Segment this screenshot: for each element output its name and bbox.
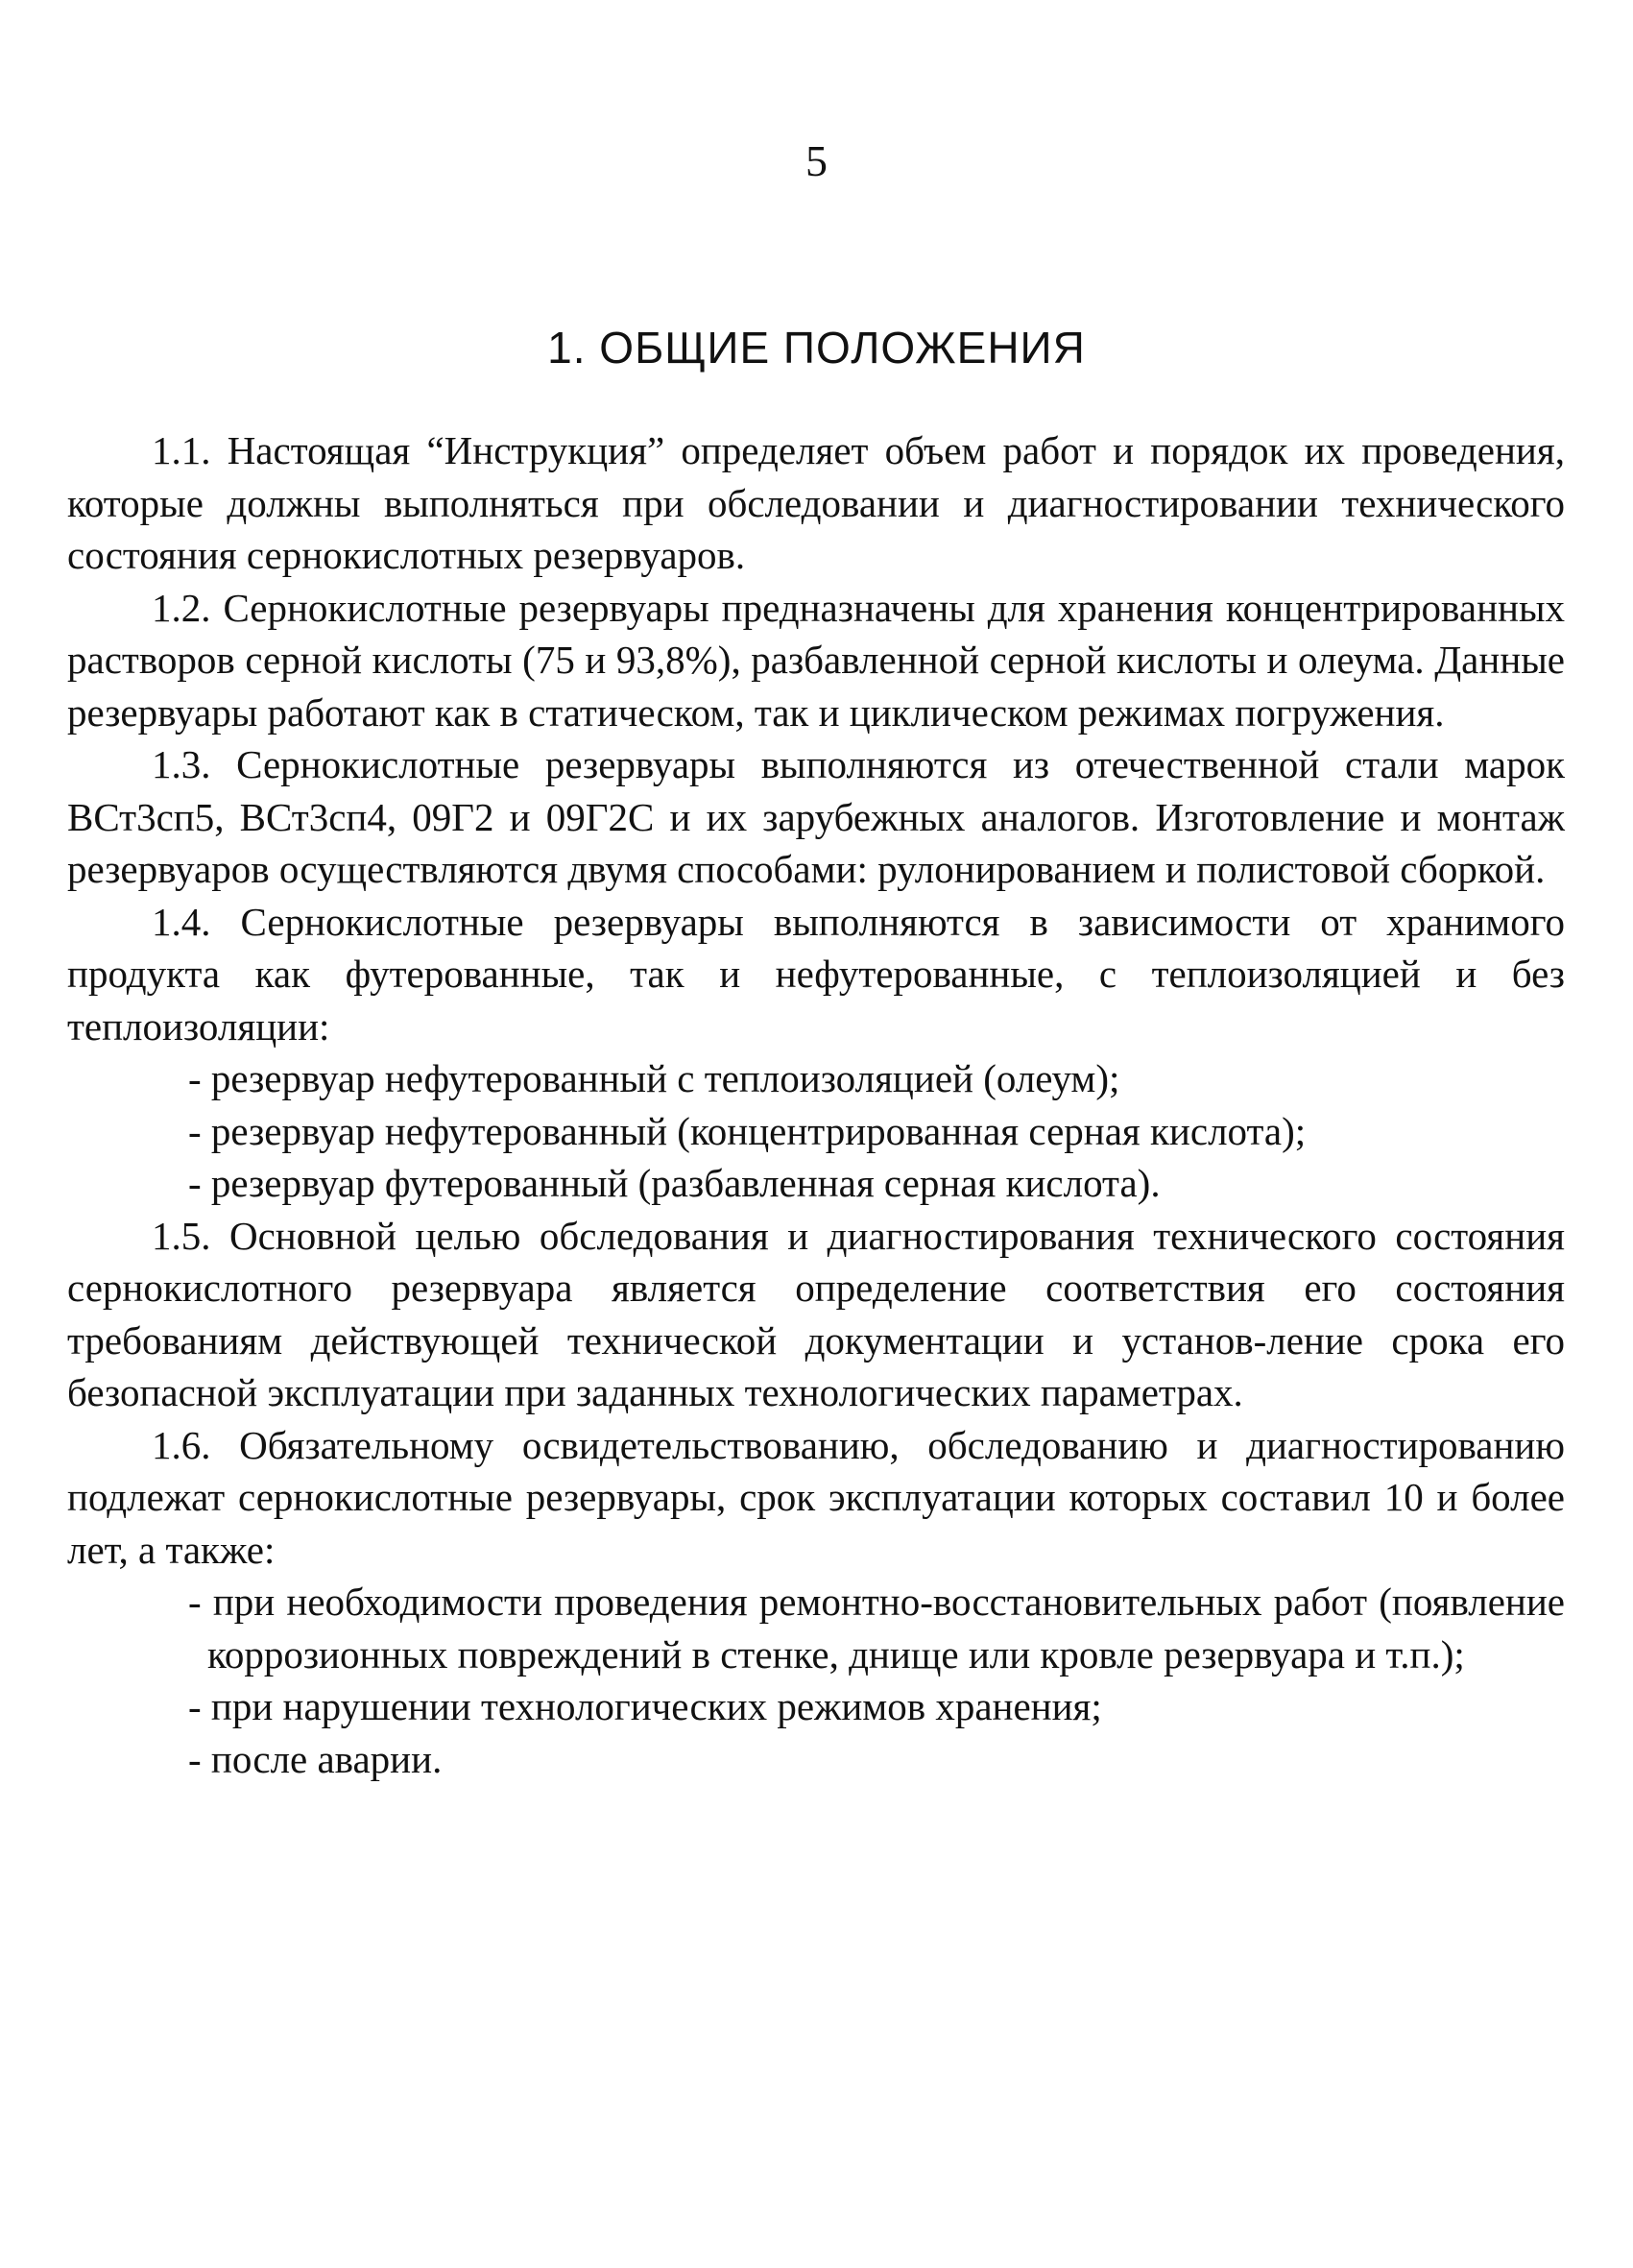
list-item: - при нарушении технологических режимов хранения;: [188, 1684, 1102, 1728]
paragraph-1-3: 1.3. Сернокислотные резервуары выполняются из отечественной стали марок ВСт3сп5, ВСт3сп4, 09Г2 и 09Г2С и их зарубежных аналогов. Изготовление и монтаж резервуаров осуществляются двумя способами: рулонированием и полистовой сборкой.: [67, 742, 1565, 891]
paragraph-1-1: 1.1. Настоящая “Инструкция” определяет объем работ и порядок их проведения, которые должны выполняться при обследовании и диагностировании технического состояния сернокислотных резервуаров.: [67, 428, 1565, 577]
section-body: [67, 424, 1565, 1785]
paragraph-1-6: 1.6. Обязательному освидетельствованию, обследованию и диагностированию подлежат сернокислотные резервуары, срок эксплуатации которых составил 10 и более лет, а также:: [67, 1422, 1565, 1572]
list-item: - при необходимости проведения ремонтно-восстановительных работ (появление коррозионных повреждений в стенке, днище или кровле резервуара и т.п.);: [188, 1580, 1565, 1677]
tank-types-list: [67, 1052, 1565, 1210]
inspection-conditions-list: [67, 1576, 1565, 1785]
page-number: 5: [805, 136, 828, 185]
list-item: - после аварии.: [188, 1736, 443, 1781]
section-title: 1. ОБЩИЕ ПОЛОЖЕНИЯ: [547, 323, 1086, 373]
list-item: - резервуар нефутерованный с теплоизоляцией (олеум);: [188, 1056, 1120, 1100]
paragraph-1-5: 1.5. Основной целью обследования и диагностирования технического состояния сернокислотного резервуара является определение соответствия его состояния требованиям действующей технической документации и установ-ление срока его безопасной эксплуатации при заданных технологических параметрах.: [67, 1213, 1565, 1414]
paragraph-1-2: 1.2. Сернокислотные резервуары предназначены для хранения концентрированных растворов серной кислоты (75 и 93,8%), разбавленной серной кислоты и олеума. Данные резервуары работают как в статическом, так и циклическом режимах погружения.: [67, 585, 1565, 735]
paragraph-1-4: 1.4. Сернокислотные резервуары выполняются в зависимости от хранимого продукта как футерованные, так и нефутерованные, с теплоизоляцией и без теплоизоляции:: [67, 899, 1565, 1049]
list-item: - резервуар нефутерованный (концентрированная серная кислота);: [188, 1108, 1307, 1153]
list-item: - резервуар футерованный (разбавленная серная кислота).: [188, 1161, 1161, 1205]
